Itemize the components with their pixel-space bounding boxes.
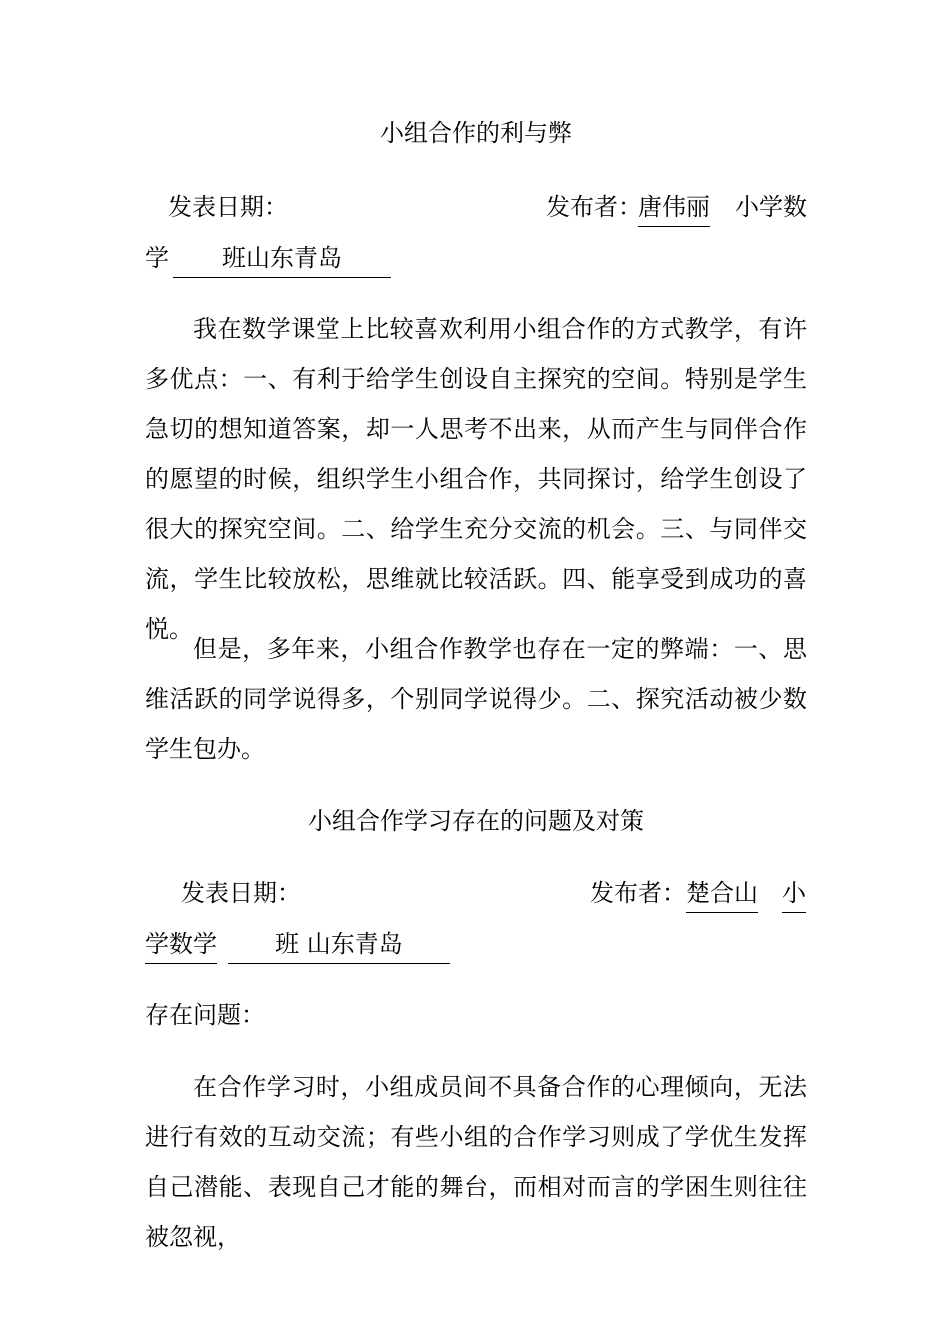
publisher-name: 楚合山 <box>686 878 758 913</box>
publisher-name: 唐伟丽 <box>638 192 710 227</box>
publisher-category-cont: 学 <box>145 244 169 272</box>
publish-date-label: 发表日期： <box>181 879 301 907</box>
section-heading: 存在问题： <box>145 1001 265 1029</box>
publish-date-label: 发表日期： <box>168 193 288 221</box>
body-paragraph: 在合作学习时，小组成员间不具备合作的心理倾向，无法进行有效的互动交流；有些小组的合作学习则成了学优生发挥自己潜能、表现自己才能的舞台，而相对而言的学困生则往往被忽视， <box>145 1073 807 1251</box>
publisher-category: 小 <box>782 878 806 913</box>
class-location: 班 山东青岛 <box>228 929 450 964</box>
body-paragraph: 但是，多年来，小组合作教学也存在一定的弊端：一、思维活跃的同学说得多，个别同学说得少。二、探究活动被少数学生包办。 <box>145 635 807 763</box>
class-location: 班山东青岛 <box>173 243 391 278</box>
body-paragraph: 我在数学课堂上比较喜欢利用小组合作的方式教学，有许多优点：一、有利于给学生创设自主探究的空间。特别是学生急切的想知道答案，却一人思考不出来，从而产生与同伴合作的愿望的时候，组织学生小组合作，共同探讨，给学生创设了很大的探究空间。二、给学生充分交流的机会。三、与同伴交流，学生比较放松，思维就比较活跃。四、能享受到成功的喜悦。 <box>145 315 807 643</box>
publisher-category-cont: 学数学 <box>145 929 217 964</box>
article-title: 小组合作学习存在的问题及对策 <box>308 807 644 835</box>
publisher-category: 小学数 <box>735 193 807 221</box>
publisher-label: 发布者： <box>590 879 686 907</box>
article-title: 小组合作的利与弊 <box>380 119 572 147</box>
publisher-label: 发布者： <box>546 193 642 221</box>
